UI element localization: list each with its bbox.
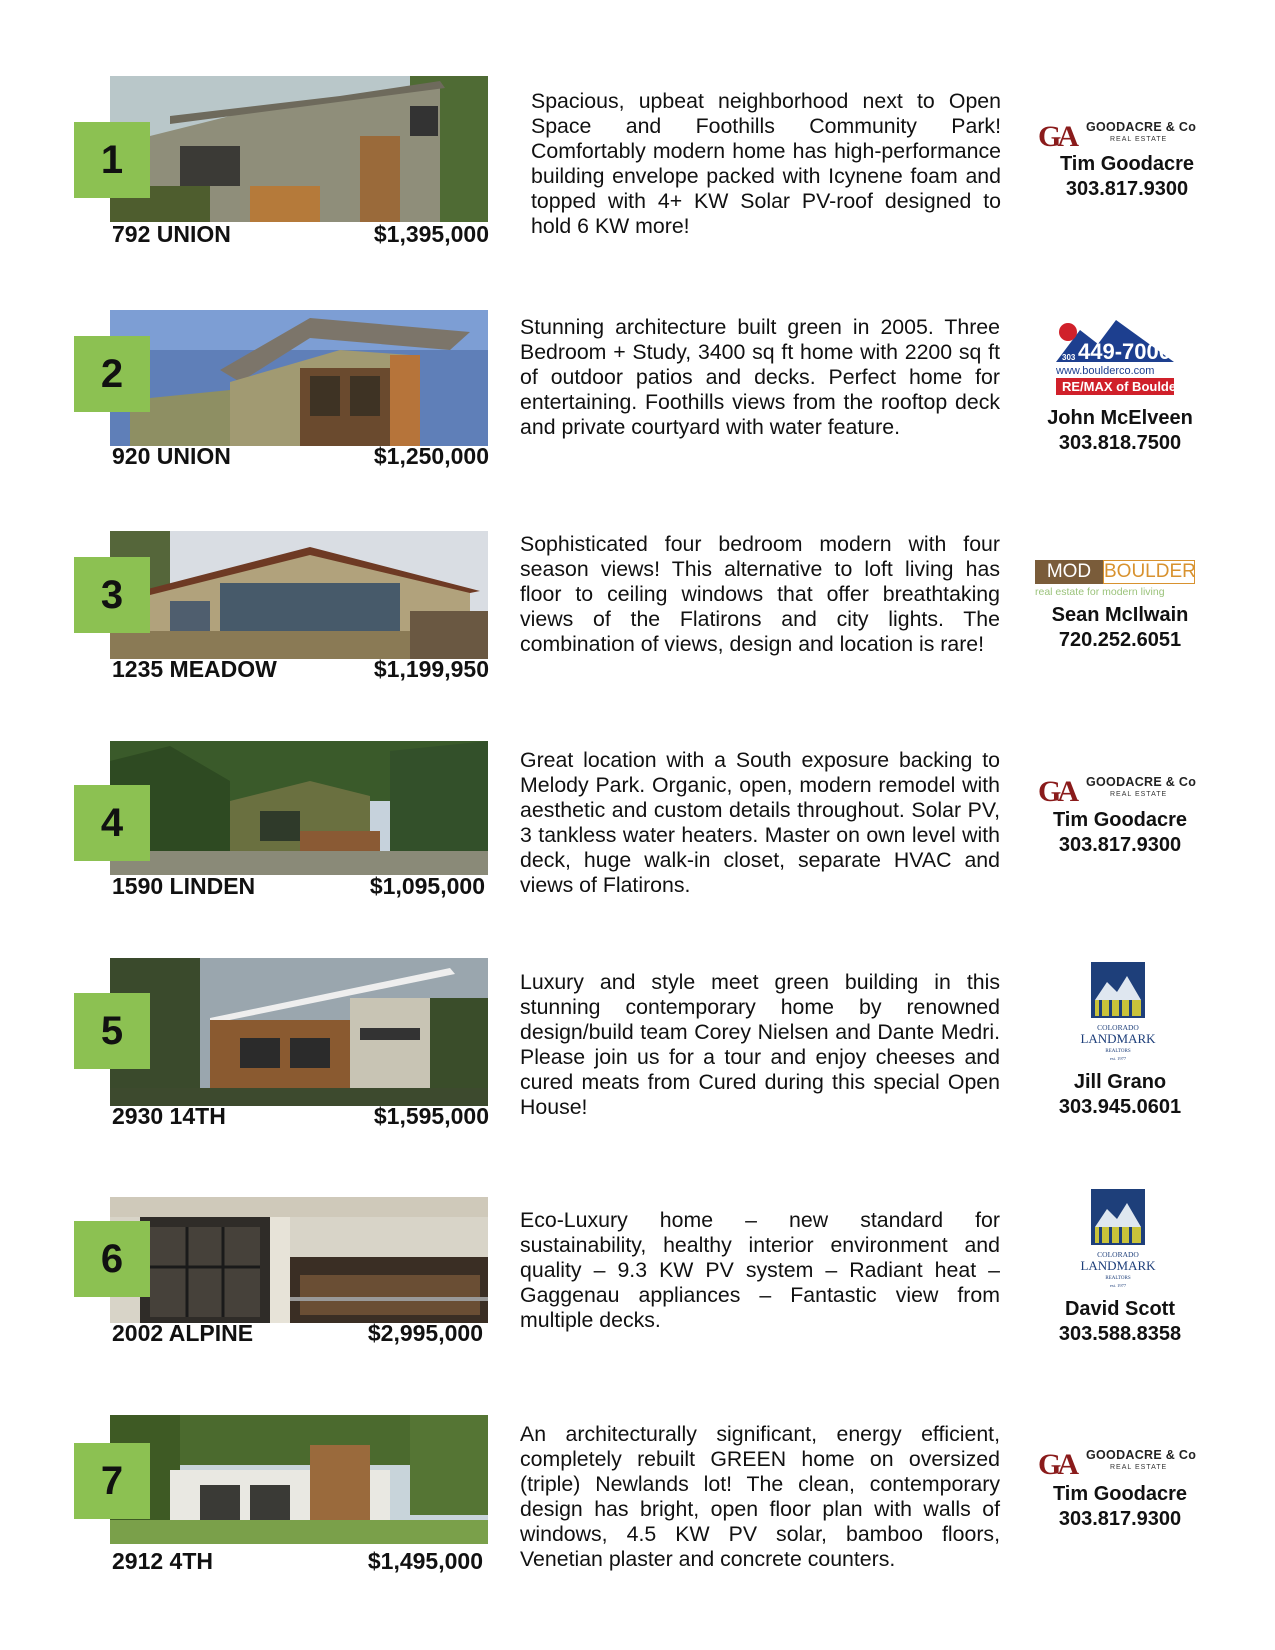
listing-photo [110,1197,488,1323]
listing-description: Eco-Luxury home – new standard for sustainability, healthy interior environment and quality – 9.3 KW PV system – Radiant heat – Gaggenau appliances – Fantastic view from multiple decks. [520,1208,1000,1332]
listing-photo [110,310,488,446]
remax-url: www.boulderco.com [1056,365,1155,377]
landmark-line2: LANDMARK [1080,1031,1156,1046]
listing-price: $1,199,950 [373,656,489,682]
agent-name: Jill Grano [1073,1071,1167,1093]
agent-contact [1020,1482,1220,1532]
agent-contact [1020,406,1220,456]
agent-phone: 303.818.7500 [1058,432,1182,454]
listing-number-badge: 3 [74,557,150,633]
agent-phone: 303.817.9300 [1065,178,1189,200]
listing-price: $1,395,000 [373,221,489,247]
agent-name: Tim Goodacre [1052,809,1188,831]
listing-price: $1,095,000 [369,873,485,899]
remax-brand: RE/MAX of Boulder [1062,379,1180,394]
goodacre-mark: GA [1038,775,1075,808]
goodacre-logo [1038,118,1208,152]
modboulder-logo [1035,560,1203,600]
listing-address: 1590 LINDEN [112,873,256,899]
goodacre-name: GOODACRE & Co [1086,775,1197,789]
colorado-landmark-logo [1063,1187,1173,1297]
remax-phone: 449-7000 [1078,339,1171,364]
listing-photo [110,741,488,875]
listing-number-badge: 2 [74,336,150,412]
agent-phone: 720.252.6051 [1058,629,1182,651]
listing-price: $2,995,000 [367,1320,483,1346]
landmark-line2: LANDMARK [1080,1258,1156,1273]
goodacre-name: GOODACRE & Co [1086,120,1197,134]
agent-contact [1027,152,1227,202]
listing-price: $1,595,000 [373,1103,489,1129]
agent-contact [1020,1070,1220,1120]
landmark-line3: REALTORS [1105,1276,1131,1281]
remax-logo [1050,316,1180,400]
agent-contact [1020,1297,1220,1347]
listing-photo [110,531,488,659]
goodacre-name: GOODACRE & Co [1086,1448,1197,1462]
listing-photo [110,958,488,1106]
agent-name: David Scott [1064,1298,1176,1320]
goodacre-logo [1038,1446,1208,1480]
listing-description: Luxury and style meet green building in this stunning contemporary home by renowned design/build team Corey Nielsen and Dante Medri. Please join us for a tour and enjoy cheeses and cured meats from Cured during this special Open House! [520,970,1000,1119]
modboulder-boulder: BOULDER [1104,561,1196,582]
listing-description: An architecturally significant, energy efficient, completely rebuilt GREEN home on oversized (triple) Newlands lot! The clean, contemporary design has bright, open floor plan with walls of windows, 4.5 KW PV solar, bamboo floors, Venetian plaster and concrete counters. [520,1422,1000,1571]
listing-address: 920 UNION [112,443,231,469]
agent-phone: 303.817.9300 [1058,1508,1182,1530]
listing-price: $1,250,000 [373,443,489,469]
goodacre-logo [1038,773,1208,807]
listing-address: 2930 14TH [112,1103,226,1129]
agent-contact [1020,808,1220,858]
goodacre-sub: REAL ESTATE [1110,1464,1168,1471]
goodacre-mark: GA [1038,120,1075,153]
agent-name: Tim Goodacre [1052,1483,1188,1505]
listing-photo [110,1415,488,1544]
listing-number-badge: 6 [74,1221,150,1297]
listing-address: 1235 MEADOW [112,656,277,682]
listing-description: Spacious, upbeat neighborhood next to Open Space and Foothills Community Park! Comfortably modern home has high-performance building envelope packed with Icynene foam and topped with 4+ KW Solar PV-roof designed to hold 6 KW more! [531,89,1001,238]
landmark-line1: COLORADO [1097,1250,1139,1259]
landmark-est: est. 1977 [1109,1056,1127,1061]
agent-contact [1020,603,1220,653]
agent-phone: 303.817.9300 [1058,834,1182,856]
listing-price: $1,495,000 [367,1548,483,1574]
listing-number-badge: 5 [74,993,150,1069]
landmark-line1: COLORADO [1097,1023,1139,1032]
agent-phone: 303.945.0601 [1058,1096,1182,1118]
listing-number-badge: 7 [74,1443,150,1519]
listing-number-badge: 1 [74,122,150,198]
agent-phone: 303.588.8358 [1058,1323,1182,1345]
modboulder-tagline: real estate for modern living [1035,586,1165,598]
colorado-landmark-logo [1063,960,1173,1070]
listing-photo [110,76,488,222]
goodacre-mark: GA [1038,1448,1075,1481]
listing-description: Great location with a South exposure backing to Melody Park. Organic, open, modern remodel with aesthetic and custom details throughout. Solar PV, 3 tankless water heaters. Master on own level with deck, huge walk-in closet, separate HVAC and views of Flatirons. [520,748,1000,897]
listing-address: 2912 4TH [112,1548,214,1574]
modboulder-mod: MOD [1035,560,1103,584]
agent-name: Sean McIlwain [1051,604,1189,626]
landmark-est: est. 1977 [1109,1283,1127,1288]
agent-name: John McElveen [1047,407,1193,429]
goodacre-sub: REAL ESTATE [1110,791,1168,798]
listing-address: 2002 ALPINE [112,1320,254,1346]
listing-address: 792 UNION [112,221,231,247]
goodacre-sub: REAL ESTATE [1110,136,1168,143]
agent-name: Tim Goodacre [1059,153,1195,175]
listing-description: Sophisticated four bedroom modern with four season views! This alternative to loft living has floor to ceiling windows that offer breathtaking views of the Flatirons and city lights. The combination of views, design and location is rare! [520,532,1000,656]
landmark-line3: REALTORS [1105,1049,1131,1054]
listing-description: Stunning architecture built green in 2005. Three Bedroom + Study, 3400 sq ft home with 2200 sq ft of outdoor patios and decks. Perfect home for entertaining. Foothills views from the rooftop deck and private courtyard with water feature. [520,315,1000,439]
listing-number-badge: 4 [74,785,150,861]
remax-prefix: 303 [1062,353,1076,362]
